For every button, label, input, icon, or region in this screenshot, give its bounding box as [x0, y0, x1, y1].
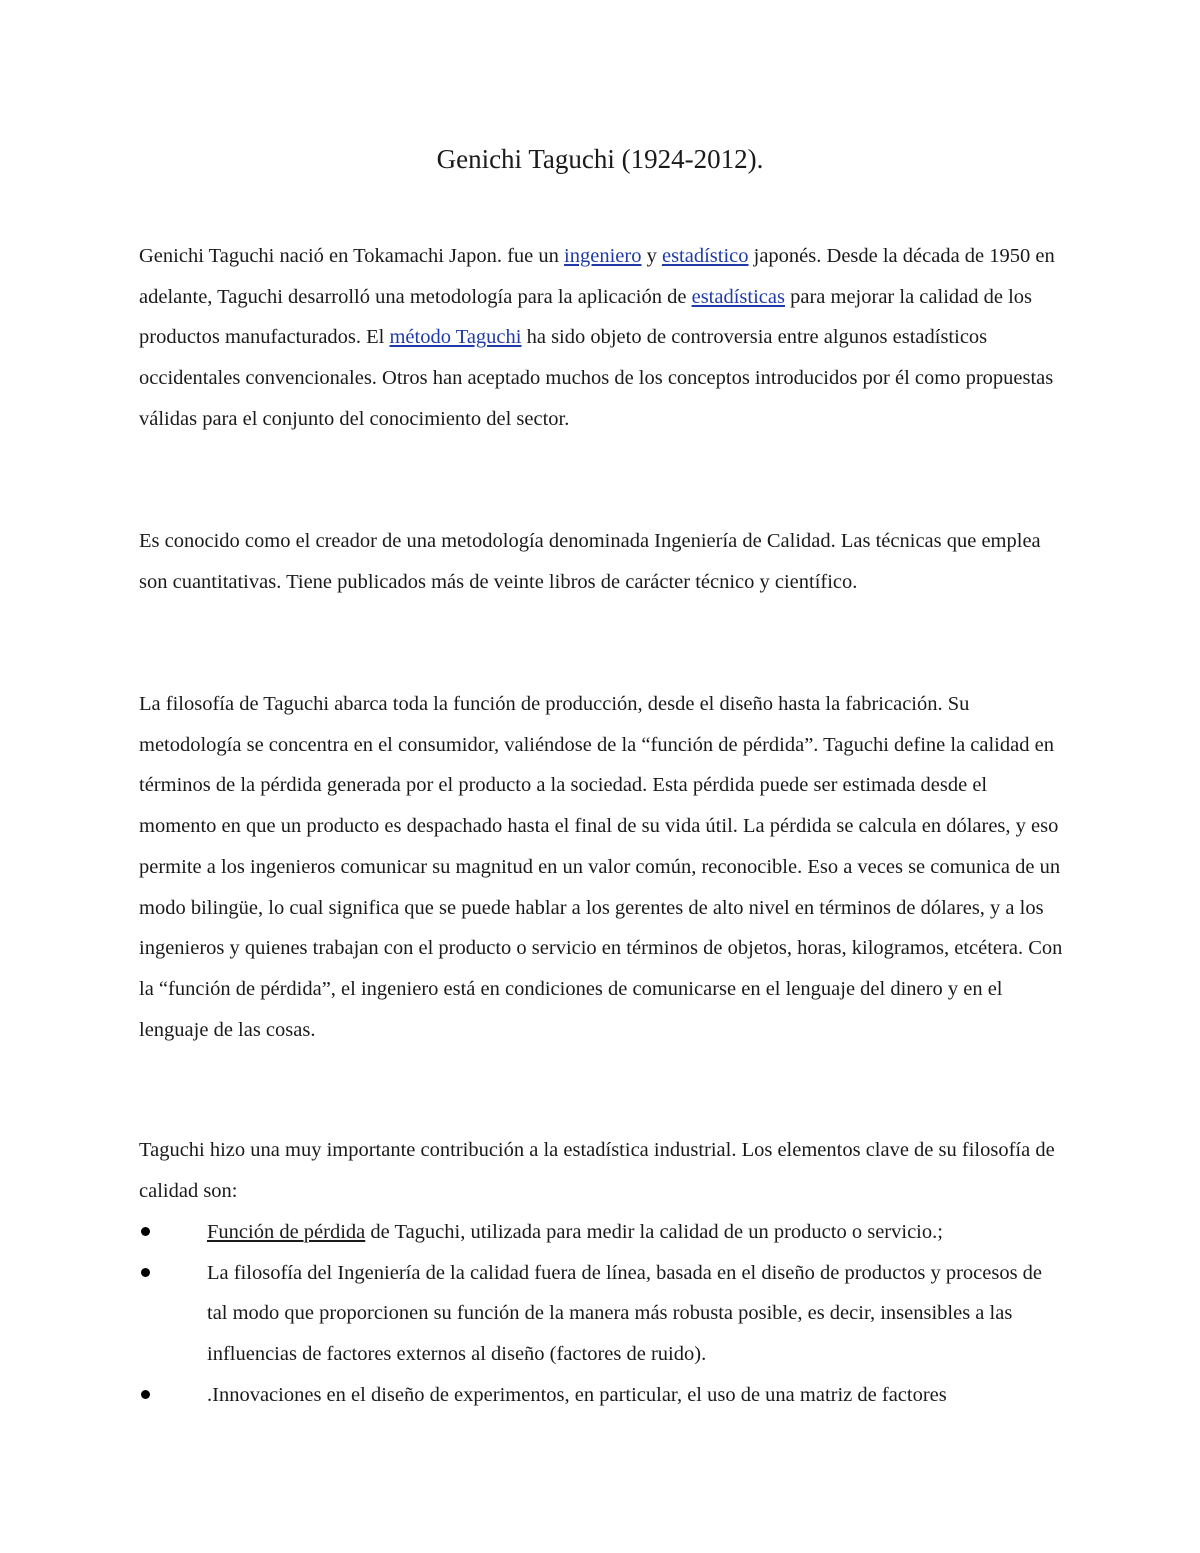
key-elements-list	[139, 1212, 1064, 1416]
paragraph-ingenieria-calidad: Es conocido como el creador de una metodología denominada Ingeniería de Calidad. Las técnicas que emplea son cuantitativas. Tiene publicados más de veinte libros de carácter técnico y científico.	[139, 530, 1041, 593]
list-item	[139, 1212, 1064, 1253]
paragraph-intro	[139, 236, 1064, 440]
paragraph-text: ha sido objeto de controversia entre algunos estadísticos occidentales convencionales. Otros han aceptado muchos de los conceptos introducidos por él como propuestas válidas para el conjunto del conocimiento del sector.	[139, 326, 1054, 430]
bullet-icon	[141, 1390, 150, 1399]
list-item-text: de Taguchi, utilizada para medir la calidad de un producto o servicio.;	[365, 1221, 943, 1243]
bullet-icon	[141, 1227, 150, 1236]
paragraph-filosofia: La filosofía de Taguchi abarca toda la función de producción, desde el diseño hasta la fabricación. Su metodología se concentra en el consumidor, valiéndose de la “función de pérdida”. Taguchi define la calidad en términos de la pérdida generada por el producto a la sociedad. Esta pérdida puede ser estimada desde el momento en que un producto es despachado hasta el final de su vida útil. La pérdida se calcula en dólares, y eso permite a los ingenieros comunicar su magnitud en un valor común, reconocible. Eso a veces se comunica de un modo bilingüe, lo cual significa que se puede hablar a los gerentes de alto nivel en términos de dólares, y a los ingenieros y quienes trabajan con el producto o servicio en términos de objetos, horas, kilogramos, etcétera. Con la “función de pérdida”, el ingeniero está en condiciones de comunicarse en el lenguaje del dinero y en el lenguaje de las cosas.	[139, 693, 1063, 1041]
link-ingeniero[interactable]: ingeniero	[564, 245, 642, 267]
list-item	[139, 1375, 1064, 1416]
paragraph-text: japonés. Desde la década de 1950 en adelante, Taguchi desarrolló una metodología para la aplicación de	[139, 245, 1055, 308]
link-estadistico[interactable]: estadístico	[661, 245, 749, 267]
document-title: Genichi Taguchi (1924-2012).	[436, 144, 764, 174]
bullet-icon	[141, 1268, 150, 1277]
underlined-term: Función de pérdida	[207, 1221, 366, 1243]
paragraph-text: para mejorar la calidad de los productos manufacturados. El	[139, 285, 1033, 349]
list-item-text: .Innovaciones en el diseño de experimentos, en particular, el uso de una matriz de factores	[207, 1383, 947, 1406]
link-metodo-taguchi[interactable]: método Taguchi	[389, 326, 522, 349]
paragraph-text: Genichi Taguchi nació en Tokamachi Japon. fue un	[139, 245, 565, 267]
paragraph-contribucion: Taguchi hizo una muy importante contribución a la estadística industrial. Los elementos clave de su filosofía de calidad son:	[139, 1139, 1055, 1202]
list-item-text: La filosofía del Ingeniería de la calidad fuera de línea, basada en el diseño de productos y procesos de tal modo que proporcionen su función de la manera más robusta posible, es decir, insensibles a las influencias de factores externos al diseño (factores de ruido).	[207, 1261, 1043, 1366]
paragraph-text: y	[641, 245, 662, 267]
link-estadisticas[interactable]: estadísticas	[691, 285, 785, 308]
list-item	[139, 1253, 1064, 1375]
